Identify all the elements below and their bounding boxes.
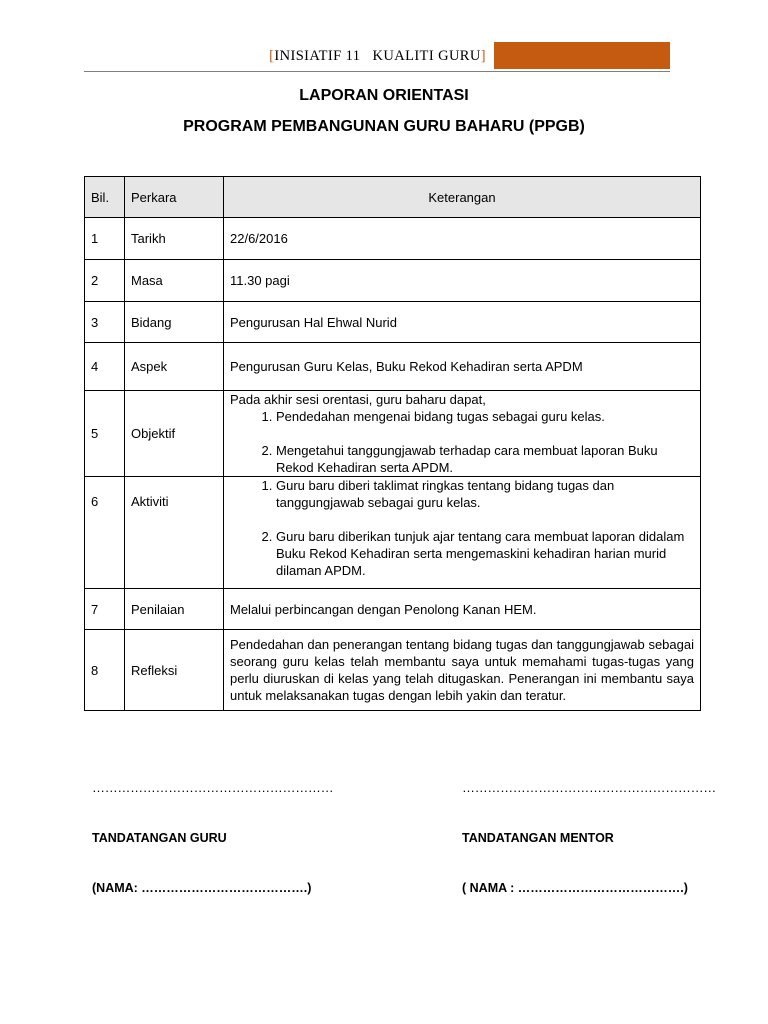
header-accent-bar <box>494 42 670 69</box>
table-row <box>85 302 701 343</box>
guru-signature-line: ………………………………………………… <box>92 780 334 795</box>
header-perkara: Perkara <box>125 177 224 218</box>
row-keterangan: 11.30 pagi <box>224 260 701 302</box>
list-item: 1. Guru baru diberi taklimat ringkas tentang bidang tugas dan tanggungjawab sebagai guru kelas. <box>276 477 694 511</box>
document-subtitle: PROGRAM PEMBANGUNAN GURU BAHARU (PPGB) <box>183 118 585 135</box>
row-keterangan: Pengurusan Hal Ehwal Nurid <box>224 302 701 343</box>
row-bil: 4 <box>85 343 125 391</box>
list-item: 2. Mengetahui tanggungjawab terhadap cara membuat laporan Buku Rekod Kehadiran serta APDM. <box>276 442 694 476</box>
guru-signature-label: TANDATANGAN GURU <box>92 831 227 845</box>
table-row <box>85 218 701 260</box>
table-row <box>85 477 701 589</box>
table-row <box>85 260 701 302</box>
objektif-intro: Pada akhir sesi orentasi, guru baharu dapat, <box>230 392 486 407</box>
row-perkara: Aspek <box>125 343 224 391</box>
row-keterangan: Melalui perbincangan dengan Penolong Kanan HEM. <box>224 589 701 630</box>
row-bil: 6 <box>85 477 125 589</box>
table-row <box>85 391 701 477</box>
header-bracket-open: [ <box>269 48 275 64</box>
row-keterangan: Pendedahan dan penerangan tentang bidang tugas dan tanggungjawab sebagai seorang guru kelas telah membantu saya untuk memahami tugas-tugas yang perlu diuruskan di kelas yang telah ditugaskan. Penerangan ini membantu saya untuk melaksanakan tugas dengan lebih yakin dan teratur. <box>224 630 701 711</box>
row-keterangan <box>224 391 701 477</box>
mentor-signature-line: …………………………………………………… <box>462 780 717 795</box>
row-perkara: Aktiviti <box>125 477 224 589</box>
aktiviti-list <box>230 477 694 579</box>
report-table <box>84 176 701 711</box>
mentor-signature-label: TANDATANGAN MENTOR <box>462 831 614 845</box>
row-perkara: Refleksi <box>125 630 224 711</box>
row-keterangan <box>224 477 701 589</box>
header-bracket-close: ] <box>480 48 486 64</box>
row-keterangan: 22/6/2016 <box>224 218 701 260</box>
page-header <box>84 42 670 70</box>
row-perkara: Bidang <box>125 302 224 343</box>
row-perkara: Objektif <box>125 391 224 477</box>
row-keterangan: Pengurusan Guru Kelas, Buku Rekod Kehadiran serta APDM <box>224 343 701 391</box>
row-bil: 5 <box>85 391 125 477</box>
guru-name-field: (NAMA: ………………………………….) <box>92 881 312 895</box>
row-bil: 8 <box>85 630 125 711</box>
table-row <box>85 343 701 391</box>
list-item: 1. Pendedahan mengenai bidang tugas sebagai guru kelas. <box>276 408 694 425</box>
header-bil: Bil. <box>85 177 125 218</box>
list-item: 2. Guru baru diberikan tunjuk ajar tentang cara membuat laporan didalam Buku Rekod Kehadiran serta mengemaskini kehadiran harian murid dilaman APDM. <box>276 528 694 579</box>
document-title: LAPORAN ORIENTASI <box>299 87 469 104</box>
header-rule <box>84 71 670 72</box>
header-title <box>269 48 486 65</box>
row-bil: 7 <box>85 589 125 630</box>
row-bil: 2 <box>85 260 125 302</box>
header-keterangan: Keterangan <box>224 177 701 218</box>
row-bil: 3 <box>85 302 125 343</box>
table-header-row <box>85 177 701 218</box>
row-perkara: Tarikh <box>125 218 224 260</box>
mentor-name-field: ( NAMA : ………………………………….) <box>462 881 688 895</box>
row-perkara: Masa <box>125 260 224 302</box>
row-bil: 1 <box>85 218 125 260</box>
objektif-list <box>230 408 694 476</box>
header-title-text: INISIATIF 11 KUALITI GURU <box>274 48 481 64</box>
row-perkara: Penilaian <box>125 589 224 630</box>
table-row <box>85 630 701 711</box>
table-row <box>85 589 701 630</box>
